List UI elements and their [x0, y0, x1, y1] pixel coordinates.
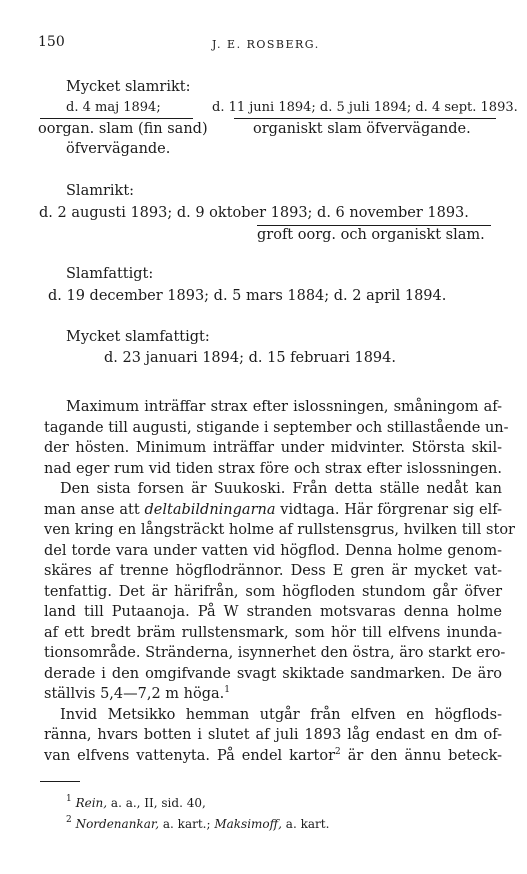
footnote-separator	[40, 781, 80, 782]
section-heading-mycket-slamrikt: Mycket slamrikt:	[66, 79, 191, 95]
section-heading-mycket-slamfattigt: Mycket slamfattigt:	[66, 329, 210, 345]
note-col1-b: öfvervägande.	[66, 141, 171, 157]
body-line: ven kring en långsträckt holme af rullstensgrus, hvilken till stor	[44, 522, 515, 538]
body-line: Invid Metsikko hemman utgår från elfven en högflods-	[60, 706, 502, 723]
footnote-text: a. a., II, sid. 40,	[107, 796, 206, 810]
note-col2: organiskt slam öfvervägande.	[253, 121, 471, 137]
bracket-rule-col2	[234, 118, 496, 119]
body-line: der hösten. Minimum inträffar under midvinter. Största skil-	[44, 440, 502, 456]
footnote-ref-1: 1	[224, 685, 230, 695]
body-line: Den sista forsen är Suukoski. Från detta ställe nedåt kan	[60, 481, 502, 497]
body-line: tagande till augusti, stigande i september och stillastående un-	[44, 419, 509, 436]
body-line: skäres af trenne högflodrännor. Dess E gren är mycket vat-	[44, 563, 502, 579]
footnote-mark: 2	[66, 815, 72, 825]
body-text-run: vidtaga. Här förgrenar sig elf-	[275, 501, 502, 518]
bracket-rule-slamrikt	[257, 225, 491, 226]
footnote-2	[66, 817, 329, 831]
body-text-run: man anse att	[44, 501, 145, 518]
body-text-run: är den ännu beteck-	[340, 747, 503, 764]
bracket-rule-col1	[40, 118, 193, 119]
footnote-author: Nordenankar,	[75, 817, 160, 831]
dates-col2: d. 11 juni 1894; d. 5 juli 1894; d. 4 sept. 1893.	[212, 100, 518, 115]
body-line: af ett bredt bräm rullstensmark, som hör till elfvens inunda-	[44, 624, 502, 641]
body-text-run: ställvis 5,4—7,2 m höga.	[44, 686, 225, 702]
dates-slamrikt: d. 2 augusti 1893; d. 9 oktober 1893; d. 6 november 1893.	[39, 205, 469, 221]
footnote-text: a. kart.;	[159, 817, 215, 831]
page-number: 150	[38, 34, 65, 50]
date-col1: d. 4 maj 1894;	[66, 100, 161, 115]
note-slamrikt: groft oorg. och organiskt slam.	[257, 227, 485, 243]
body-line: ränna, hvars botten i slutet af juli 1893 låg endast en dm of-	[44, 727, 502, 743]
section-heading-slamfattigt: Slamfattigt:	[66, 266, 154, 282]
footnote-author: Maksimoff,	[214, 817, 282, 831]
body-line: nad eger rum vid tiden strax före och strax efter islossningen.	[44, 460, 502, 477]
section-heading-slamrikt: Slamrikt:	[66, 183, 135, 199]
footnote-text: a. kart.	[281, 817, 330, 831]
footnote-author: Rein,	[75, 796, 108, 810]
running-title: J. E. ROSBERG.	[212, 38, 320, 51]
body-line-with-emphasis	[44, 500, 502, 521]
body-text	[44, 397, 515, 766]
body-line: land till Putaanoja. På W stranden motsvaras denna holme	[44, 604, 502, 620]
body-line	[44, 746, 502, 767]
note-col1-a: oorgan. slam (fin sand)	[38, 121, 208, 137]
body-line: Maximum inträffar strax efter islossningen, småningom af-	[66, 399, 502, 415]
body-line: tionsområde. Stränderna, isynnerhet den östra, äro starkt ero-	[44, 645, 506, 661]
body-text-run: van elfvens vattenyta. På endel kartor	[44, 747, 336, 764]
body-line: del torde vara under vatten vid högflod. Denna holme genom-	[44, 542, 502, 559]
emphasis-deltabildningarna: deltabildningarna	[144, 501, 276, 518]
body-line	[44, 684, 502, 705]
footnote-mark: 1	[66, 794, 72, 804]
footnote-ref-2: 2	[335, 746, 341, 757]
dates-slamfattigt: d. 19 december 1893; d. 5 mars 1884; d. 2 april 1894.	[48, 288, 447, 304]
dates-mycket-slamfattigt: d. 23 januari 1894; d. 15 februari 1894.	[104, 350, 396, 366]
body-line: tenfattig. Det är härifrån, som högfloden stundom går öfver	[44, 583, 502, 600]
body-line: derade i den omgifvande svagt skiktade sandmarken. De äro	[44, 665, 502, 682]
footnote-1	[66, 796, 206, 810]
